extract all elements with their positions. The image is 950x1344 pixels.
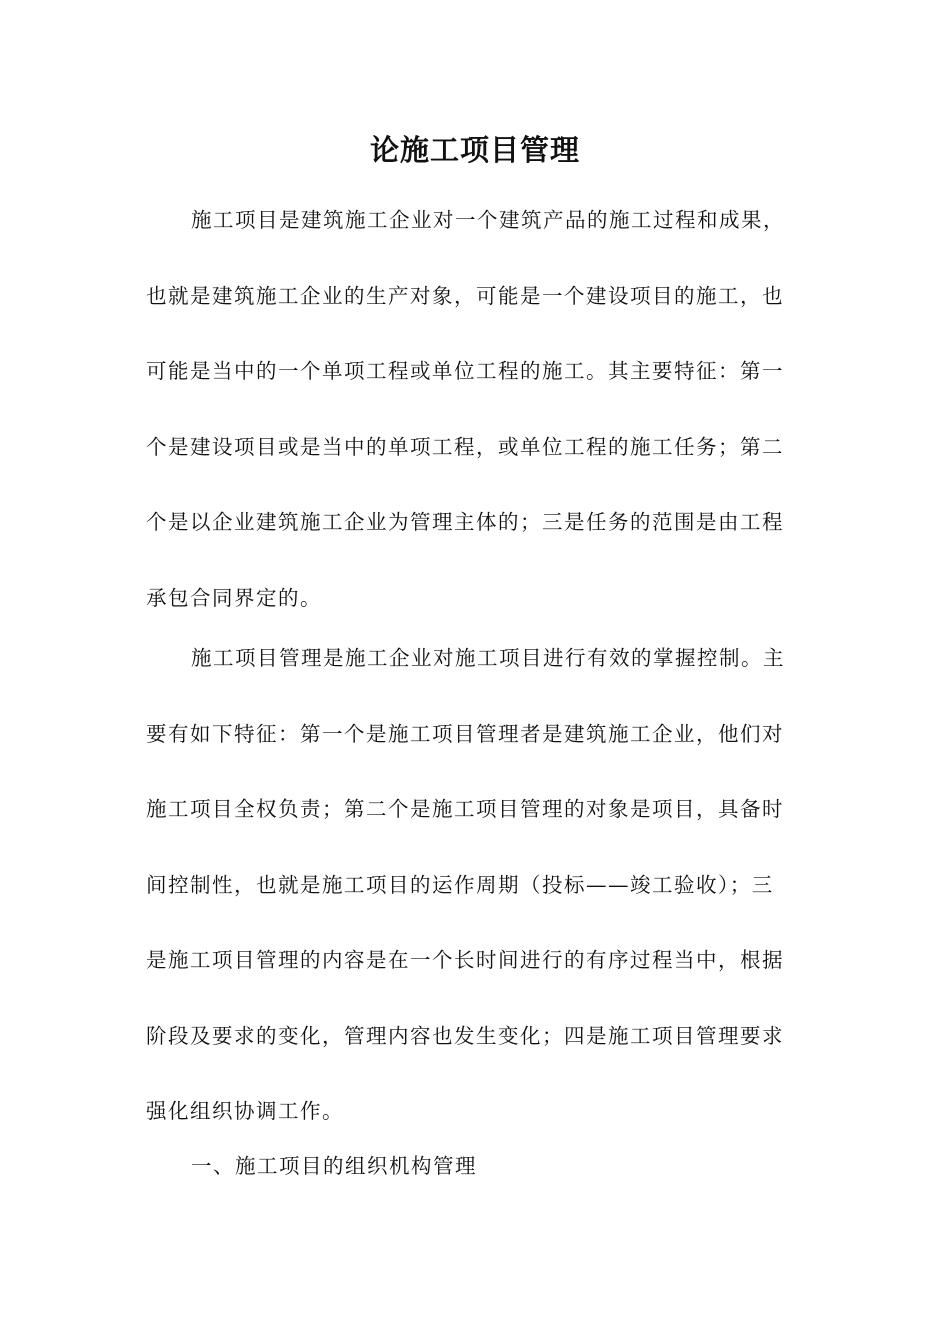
paragraph-1-line-4: 个是建设项目或是当中的单项工程，或单位工程的施工任务；第二 [146,434,784,459]
section-heading: 一、施工项目的组织机构管理 [191,1154,477,1178]
paragraph-1 [146,183,804,636]
paragraph-1-line-2: 也就是建筑施工企业的生产对象，可能是一个建设项目的施工，也 [146,283,784,308]
paragraph-1-line-6: 承包合同界定的。 [146,585,322,610]
paragraph-2-line-7: 强化组织协调工作。 [146,1099,344,1123]
paragraph-1-line-5: 个是以企业建筑施工企业为管理主体的；三是任务的范围是由工程 [146,510,784,534]
paragraph-1-line-1: 施工项目是建筑施工企业对一个建筑产品的施工过程和成果， [191,208,785,232]
paragraph-1-line-3: 可能是当中的一个单项工程或单位工程的施工。其主要特征：第一 [146,359,784,383]
document-title: 论施工项目管理 [369,133,580,167]
paragraph-2-line-6: 阶段及要求的变化，管理内容也发生变化；四是施工项目管理要求 [146,1023,784,1048]
paragraph-2-line-4: 间控制性，也就是施工项目的运作周期（投标——竣工验收）；三 [146,872,774,897]
paragraph-2-line-5: 是施工项目管理的内容是在一个长时间进行的有序过程当中，根据 [146,948,784,972]
paragraph-2 [146,621,804,1150]
paragraph-2-line-1: 施工项目管理是施工企业对施工项目进行有效的掌握控制。主 [191,646,785,670]
paragraph-2-line-3: 施工项目全权负责；第二个是施工项目管理的对象是项目，具备时 [146,797,784,821]
paragraph-2-line-2: 要有如下特征：第一个是施工项目管理者是建筑施工企业，他们对 [146,721,784,746]
